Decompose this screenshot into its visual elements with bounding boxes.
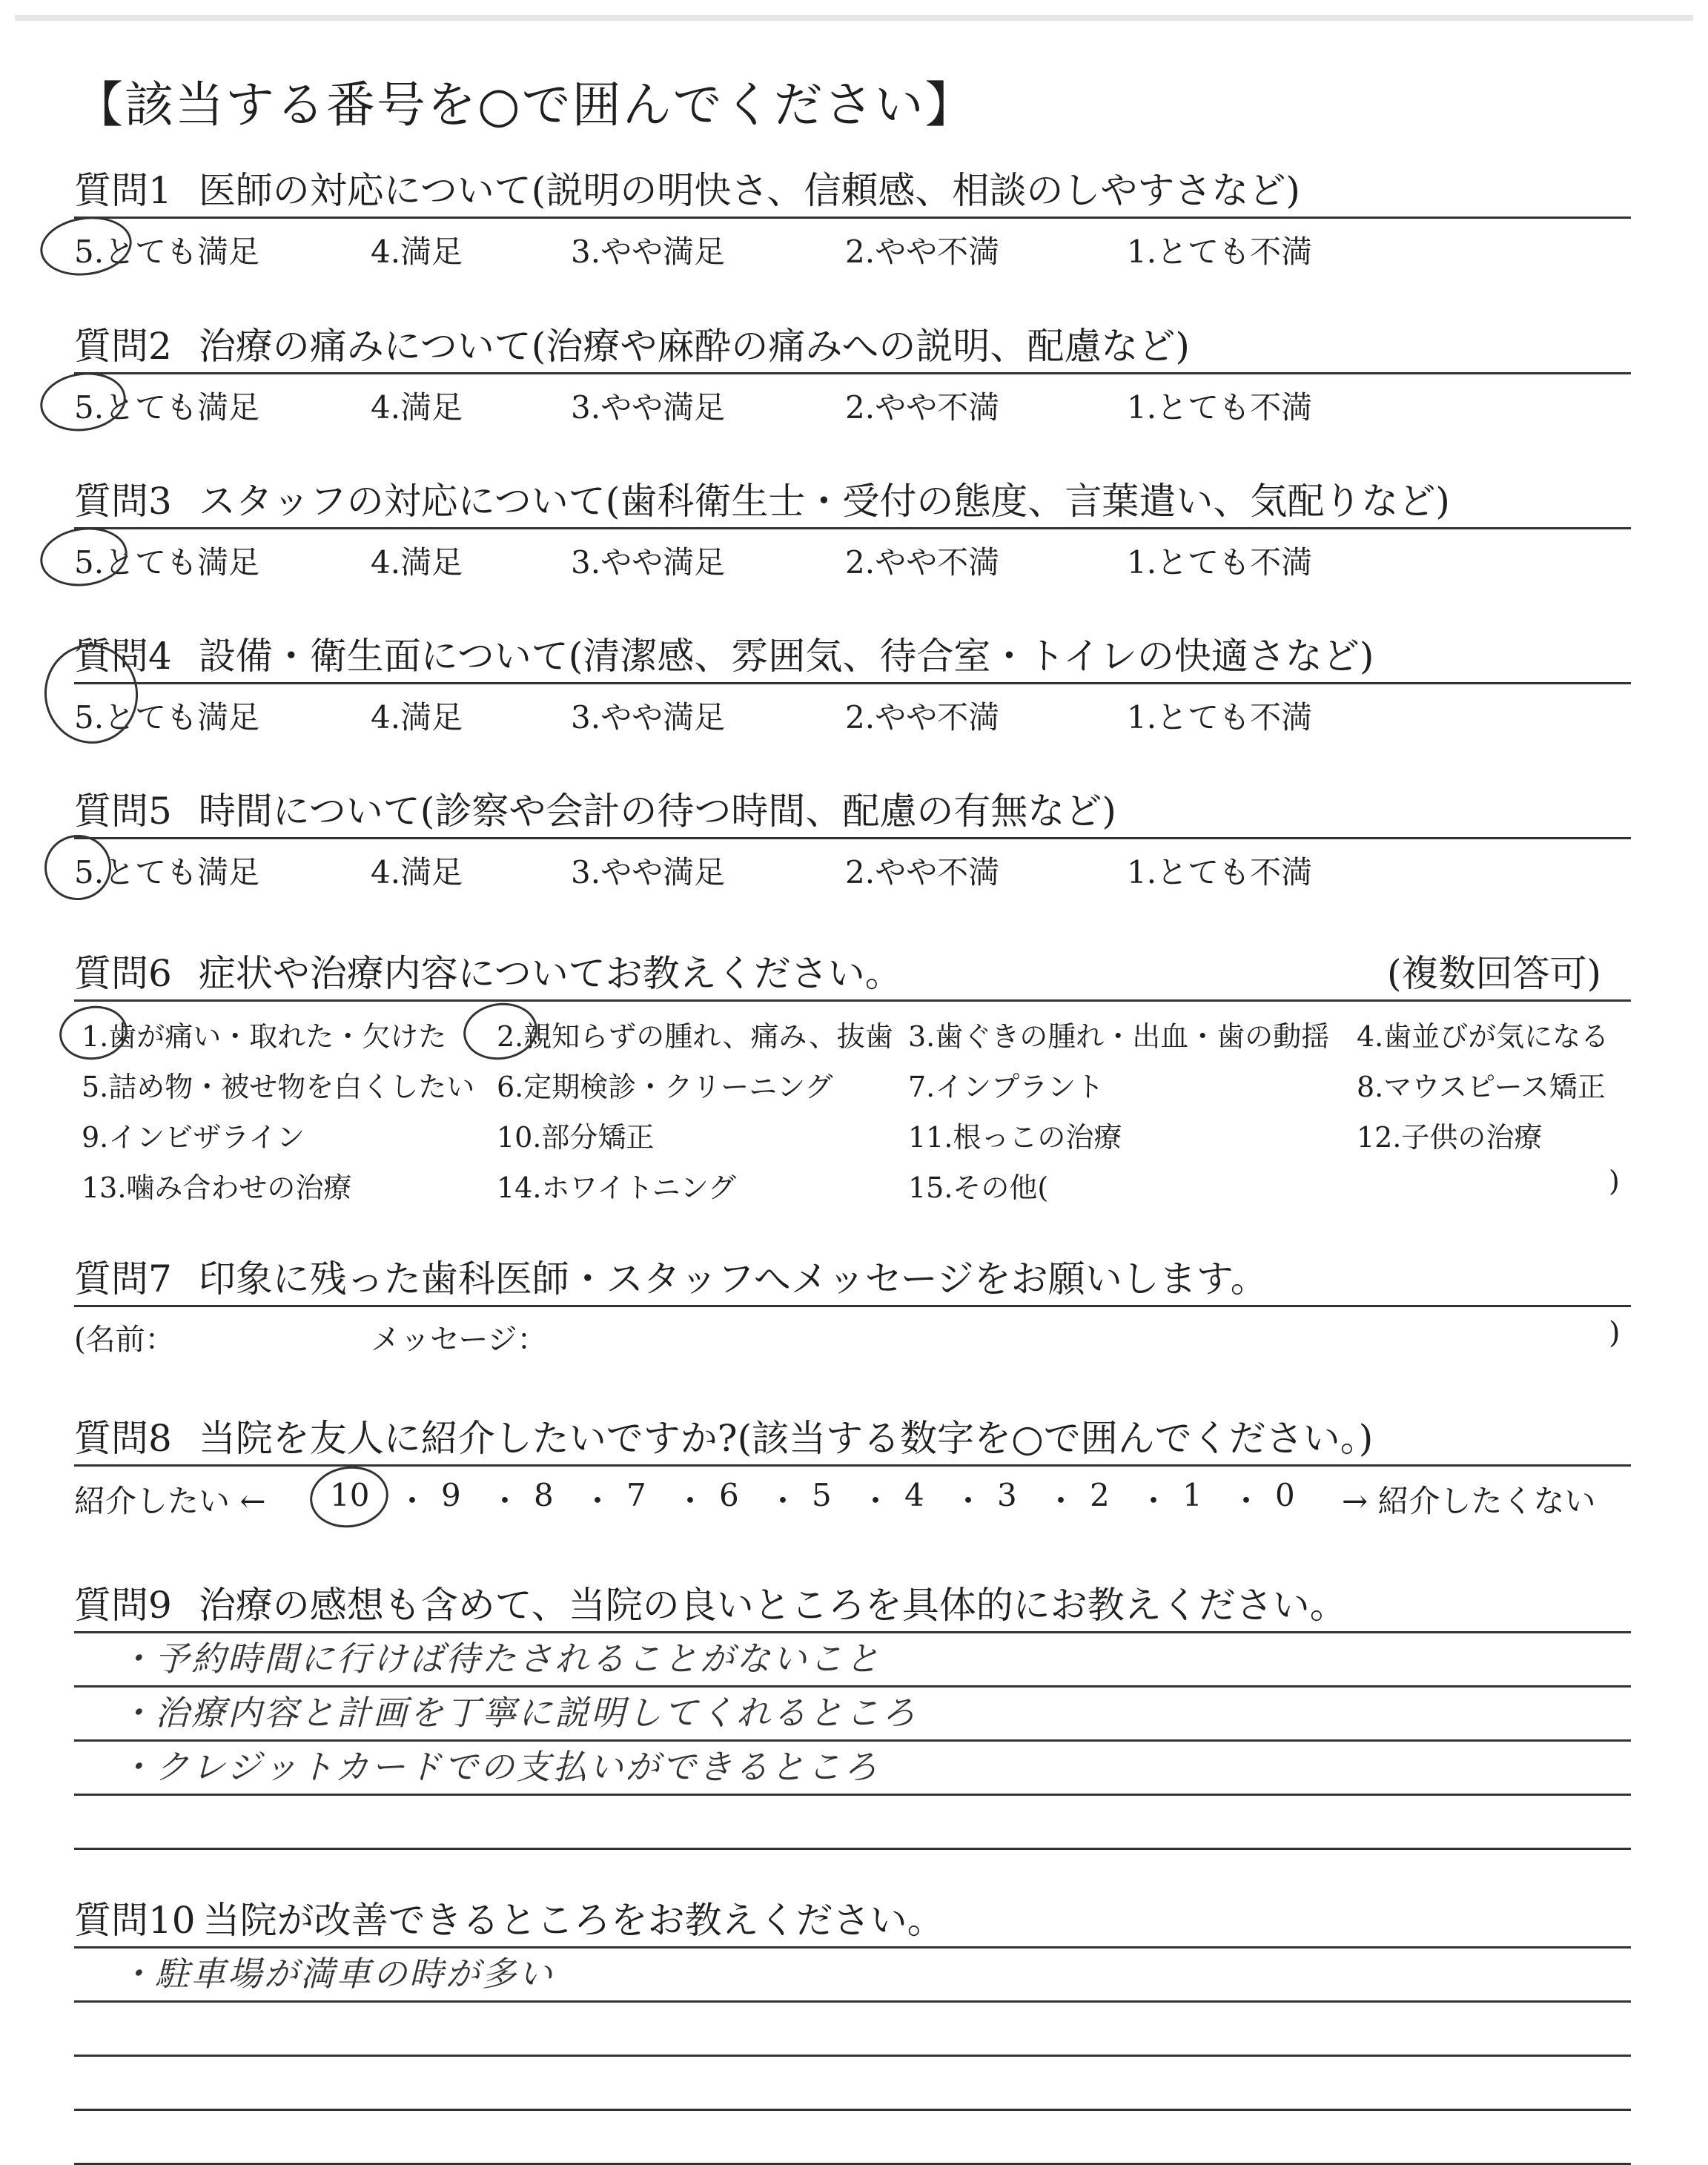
scale-dot: ・	[1231, 1483, 1262, 1519]
option-2[interactable]: 2.やや不満	[845, 544, 1000, 581]
rating-options	[74, 374, 1631, 426]
symptom-option[interactable]: 2.親知らずの腫れ、痛み、抜歯	[497, 1020, 893, 1053]
question-4	[74, 630, 1631, 736]
question-number: 質問4	[74, 635, 172, 678]
answer-line[interactable]	[74, 1948, 1631, 2003]
question-text: 医師の対応について(説明の明快さ、信頼感、相談のしやすさなど)	[198, 169, 1300, 212]
scale-value-5[interactable]: 5	[812, 1477, 832, 1513]
scale-value-0[interactable]: 0	[1275, 1477, 1295, 1513]
symptom-option[interactable]: 12.子供の治療	[1357, 1121, 1543, 1154]
question-text: 治療の感想も含めて、当院の良いところを具体的にお教えください。	[198, 1584, 1347, 1627]
question-1	[74, 165, 1631, 271]
option-2[interactable]: 2.やや不満	[845, 234, 1000, 270]
scale-dot: ・	[582, 1483, 614, 1519]
option-4[interactable]: 4.満足	[371, 234, 463, 270]
symptom-option[interactable]: 7.インプラント	[908, 1071, 1105, 1103]
symptom-option[interactable]: 14.ホワイトニング	[497, 1171, 737, 1204]
option-3[interactable]: 3.やや満足	[571, 234, 726, 270]
question-number: 質問8	[74, 1417, 172, 1460]
option-3[interactable]: 3.やや満足	[571, 854, 726, 890]
question-7	[74, 1253, 1631, 1358]
question-10	[74, 1894, 1631, 2165]
rating-options	[74, 684, 1631, 736]
question-text: スタッフの対応について(歯科衛生士・受付の態度、言葉遣い、気配りなど)	[198, 480, 1450, 523]
option-4[interactable]: 4.満足	[371, 544, 463, 581]
option-2[interactable]: 2.やや不満	[845, 699, 1000, 736]
question-text: 設備・衛生面について(清潔感、雰囲気、待合室・トイレの快適さなど)	[198, 635, 1374, 678]
question-number: 質問7	[74, 1257, 172, 1300]
option-3[interactable]: 3.やや満足	[571, 389, 726, 426]
option-4[interactable]: 4.満足	[371, 389, 463, 426]
option-3[interactable]: 3.やや満足	[571, 699, 726, 736]
handwritten-answer: ・予約時間に行けば待たされることがないこと	[119, 1639, 881, 1679]
answer-line[interactable]	[74, 1633, 1631, 1688]
scale-dot: ・	[767, 1483, 799, 1519]
question-8	[74, 1412, 1631, 1521]
scale-dot: ・	[1138, 1483, 1170, 1519]
message-close-paren: )	[1609, 1316, 1621, 1350]
multiple-answers-note: (複数回答可)	[1386, 952, 1601, 995]
question-6	[74, 948, 1631, 1217]
recommend-scale	[74, 1467, 1631, 1521]
question-3	[74, 475, 1631, 581]
symptom-option[interactable]: 6.定期検診・クリーニング	[497, 1071, 833, 1103]
option-5[interactable]: 5.とても満足	[74, 544, 260, 581]
scale-value-6[interactable]: 6	[719, 1477, 739, 1513]
option-5[interactable]: 5.とても満足	[74, 699, 260, 736]
question-2	[74, 320, 1631, 426]
handwritten-answer: ・駐車場が満車の時が多い	[119, 1954, 555, 1994]
question-number: 質問5	[74, 790, 172, 833]
question-number: 質問6	[74, 952, 172, 995]
option-1[interactable]: 1.とても不満	[1127, 389, 1313, 426]
answer-line[interactable]	[74, 1742, 1631, 1796]
option-5[interactable]: 5.とても満足	[74, 234, 260, 270]
scale-left-label: 紹介したい ←	[74, 1483, 266, 1519]
symptom-option[interactable]: 5.詰め物・被せ物を白くしたい	[82, 1071, 475, 1103]
option-2[interactable]: 2.やや不満	[845, 854, 1000, 890]
option-1[interactable]: 1.とても不満	[1127, 854, 1313, 890]
option-5[interactable]: 5.とても満足	[74, 389, 260, 426]
other-close-paren: )	[1609, 1165, 1620, 1197]
scale-value-2[interactable]: 2	[1090, 1477, 1110, 1513]
option-4[interactable]: 4.満足	[371, 854, 463, 890]
scale-value-4[interactable]: 4	[904, 1477, 924, 1513]
handwritten-answer: ・クレジットカードでの支払いができるところ	[119, 1747, 880, 1787]
question-number: 質問9	[74, 1584, 172, 1627]
answer-line[interactable]	[74, 2003, 1631, 2057]
scale-value-7[interactable]: 7	[626, 1477, 646, 1513]
scale-dot: ・	[860, 1483, 892, 1519]
scale-dot: ・	[675, 1483, 706, 1519]
symptom-option[interactable]: 13.噛み合わせの治療	[82, 1171, 352, 1204]
symptom-options	[74, 1002, 1631, 1217]
question-9	[74, 1579, 1631, 1850]
option-5[interactable]: 5.とても満足	[74, 854, 260, 890]
option-3[interactable]: 3.やや満足	[571, 544, 726, 581]
question-text: 当院を友人に紹介したいですか?(該当する数字を○で囲んでください。)	[198, 1417, 1374, 1460]
scale-dot: ・	[1045, 1483, 1077, 1519]
answer-line[interactable]	[74, 2057, 1631, 2111]
symptom-option-other[interactable]: 15.その他(	[908, 1171, 1049, 1204]
scale-value-1[interactable]: 1	[1182, 1477, 1202, 1513]
scale-value-9[interactable]: 9	[441, 1477, 461, 1513]
question-text: 症状や治療内容についてお教えください。	[198, 952, 902, 995]
message-field[interactable]	[74, 1307, 1631, 1358]
question-text: 時間について(診察や会計の待つ時間、配慮の有無など)	[198, 790, 1116, 833]
scale-dot: ・	[953, 1483, 984, 1519]
scale-right-label: → 紹介したくない	[1342, 1483, 1596, 1519]
symptom-option[interactable]: 4.歯並びが気になる	[1357, 1020, 1609, 1053]
question-text: 治療の痛みについて(治療や麻酔の痛みへの説明、配慮など)	[198, 325, 1190, 368]
rating-options	[74, 529, 1631, 581]
question-number: 質問10	[74, 1899, 196, 1942]
question-text: 当院が改善できるところをお教えください。	[202, 1899, 944, 1942]
question-text: 印象に残った歯科医師・スタッフへメッセージをお願いします。	[198, 1257, 1268, 1300]
form-title: 【該当する番号を○で囲んでください】	[74, 76, 976, 133]
symptom-option[interactable]: 9.インビザライン	[82, 1121, 305, 1154]
answer-line[interactable]	[74, 1688, 1631, 1742]
scale-dot: ・	[397, 1483, 428, 1519]
option-2[interactable]: 2.やや不満	[845, 389, 1000, 426]
rating-options	[74, 839, 1631, 891]
scale-value-8[interactable]: 8	[534, 1477, 554, 1513]
option-1[interactable]: 1.とても不満	[1127, 234, 1313, 270]
symptom-option[interactable]: 3.歯ぐきの腫れ・出血・歯の動揺	[908, 1020, 1330, 1053]
answer-line[interactable]	[74, 1796, 1631, 1850]
scale-dot: ・	[489, 1483, 521, 1519]
message-label: メッセージ：	[371, 1323, 547, 1357]
symptom-option[interactable]: 1.歯が痛い・取れた・欠けた	[82, 1020, 447, 1053]
symptom-option[interactable]: 10.部分矯正	[497, 1121, 655, 1154]
answer-line[interactable]	[74, 2111, 1631, 2165]
option-1[interactable]: 1.とても不満	[1127, 699, 1313, 736]
rating-options	[74, 219, 1631, 271]
question-5	[74, 785, 1631, 891]
symptom-option[interactable]: 11.根っこの治療	[908, 1121, 1122, 1154]
symptom-option[interactable]: 8.マウスピース矯正	[1357, 1071, 1606, 1103]
option-1[interactable]: 1.とても不満	[1127, 544, 1313, 581]
option-4[interactable]: 4.満足	[371, 699, 463, 736]
scale-value-3[interactable]: 3	[997, 1477, 1017, 1513]
question-number: 質問3	[74, 480, 172, 523]
handwritten-answer: ・治療内容と計画を丁寧に説明してくれるところ	[119, 1693, 918, 1733]
name-label: (名前：	[74, 1323, 175, 1357]
question-number: 質問1	[74, 169, 172, 212]
scale-value-10[interactable]: 10	[330, 1477, 370, 1513]
question-number: 質問2	[74, 325, 172, 368]
